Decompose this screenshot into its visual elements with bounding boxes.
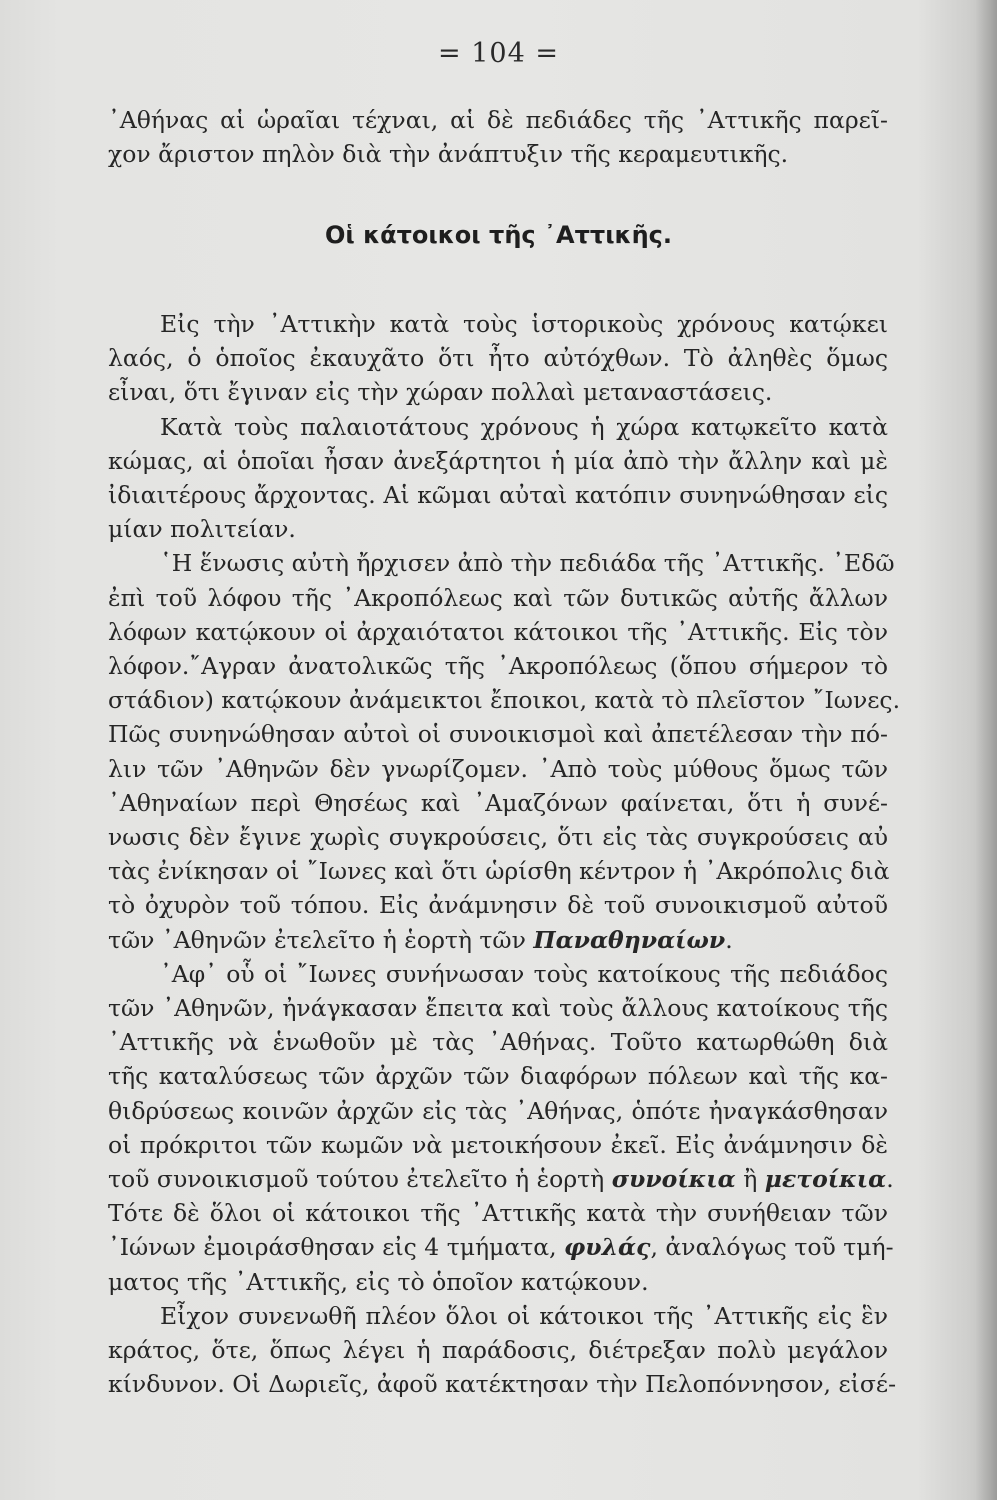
text-line: Εἶχον συνενωθῆ πλέον ὅλοι οἱ κάτοικοι τῆς ᾿Αττικῆς εἰς ἓν bbox=[160, 1301, 888, 1330]
text-line: στάδιον) κατῴκουν ἀνάμεικτοι ἔποικοι, κατὰ τὸ πλεῖστον ῎Ιωνες. bbox=[108, 686, 901, 715]
line-segment: . bbox=[886, 1165, 894, 1194]
emphasis-synoikia: συνοίκια bbox=[611, 1165, 736, 1194]
text-line: Εἰς τὴν ᾿Αττικὴν κατὰ τοὺς ἱστορικοὺς χρόνους κατῴκει bbox=[160, 310, 888, 338]
text-line: ᾿Αθηναίων περὶ Θησέως καὶ ᾿Αμαζόνων φαίνεται, ὅτι ἡ συνέ- bbox=[108, 788, 888, 817]
line-segment: τῶν ᾿Αθηνῶν ἐτελεῖτο ἡ ἑορτὴ τῶν bbox=[108, 925, 534, 954]
text-line: τὰς ἐνίκησαν οἱ ῎Ιωνες καὶ ὅτι ὡρίσθη κέντρον ἡ ᾿Ακρόπολις διὰ bbox=[108, 857, 890, 886]
text-line: τῶν ᾿Αθηνῶν, ἠνάγκασαν ἔπειτα καὶ τοὺς ἄλλους κατοίκους τῆς bbox=[108, 994, 888, 1023]
text-line: Κατὰ τοὺς παλαιοτάτους χρόνους ἡ χώρα κατῳκεῖτο κατὰ bbox=[160, 412, 888, 441]
emphasis-metoikia: μετοίκια bbox=[764, 1165, 887, 1194]
text-line: ῾Η ἕνωσις αὐτὴ ἤρχισεν ἀπὸ τὴν πεδιάδα τῆς ᾿Αττικῆς. ᾿Εδῶ bbox=[160, 549, 895, 578]
text-line: ἰδιαιτέρους ἄρχοντας. Αἱ κῶμαι αὐταὶ κατόπιν συνηνώθησαν εἰς bbox=[108, 481, 888, 510]
emphasis-panathenaia: Παναθηναίων bbox=[533, 925, 726, 954]
text-line: χον ἄριστον πηλὸν διὰ τὴν ἀνάπτυξιν τῆς κεραμευτικῆς. bbox=[108, 140, 789, 169]
text-line: μίαν πολιτείαν. bbox=[108, 515, 296, 544]
text-line: κώμας, αἱ ὁποῖαι ἦσαν ἀνεξάρτητοι ἡ μία ἀπὸ τὴν ἄλλην καὶ μὲ bbox=[108, 446, 888, 475]
line-segment: . bbox=[725, 925, 733, 954]
text-line: τὸ ὀχυρὸν τοῦ τόπου. Εἰς ἀνάμνησιν δὲ τοῦ συνοικισμοῦ αὐτοῦ bbox=[108, 891, 888, 920]
line-segment: ἢ bbox=[735, 1165, 765, 1194]
text-line: λόφων κατῴκουν οἱ ἀρχαιότατοι κάτοικοι τῆς ᾿Αττικῆς. Εἰς τὸν bbox=[108, 617, 888, 646]
text-line: ἐπὶ τοῦ λόφου τῆς ᾿Ακροπόλεως καὶ τῶν δυτικῶς αὐτῆς ἄλλων bbox=[108, 583, 888, 612]
text-line: τῆς καταλύσεως τῶν ἀρχῶν τῶν διαφόρων πόλεων καὶ τῆς κα- bbox=[108, 1062, 888, 1091]
text-line: οἱ πρόκριτοι τῶν κωμῶν νὰ μετοικήσουν ἐκεῖ. Εἰς ἀνάμνησιν δὲ bbox=[108, 1130, 888, 1159]
emphasis-phylas: φυλάς bbox=[564, 1233, 651, 1262]
text-line: λόφον.῎Αγραν ἀνατολικῶς τῆς ᾿Ακροπόλεως (ὅπου σήμερον τὸ bbox=[108, 652, 888, 681]
text-line bbox=[108, 1162, 894, 1196]
top-paragraph bbox=[108, 103, 888, 171]
page-number: = 104 = bbox=[438, 38, 559, 69]
section-heading: Οἱ κάτοικοι τῆς ᾿Αττικῆς. bbox=[324, 221, 673, 249]
text-line: Τότε δὲ ὅλοι οἱ κάτοικοι τῆς ᾿Αττικῆς κατὰ τὴν συνήθειαν τῶν bbox=[108, 1199, 888, 1228]
text-line: κίνδυνον. Οἱ Δωριεῖς, ἀφοῦ κατέκτησαν τὴν Πελοπόννησον, εἰσέ- bbox=[108, 1370, 897, 1399]
line-segment: ᾿Ιώνων ἐμοιράσθησαν εἰς 4 τμήματα, bbox=[108, 1233, 565, 1262]
line-segment: τοῦ συνοικισμοῦ τούτου ἐτελεῖτο ἡ ἑορτὴ bbox=[108, 1165, 612, 1194]
text-line: νωσις δὲν ἔγινε χωρὶς συγκρούσεις, ὅτι εἰς τὰς συγκρούσεις αὐ bbox=[108, 823, 888, 852]
line-segment: , ἀναλόγως τοῦ τμή- bbox=[650, 1233, 894, 1262]
text-line bbox=[108, 1230, 894, 1264]
text-line: λιν τῶν ᾿Αθηνῶν δὲν γνωρίζομεν. ᾿Απὸ τοὺς μύθους ὅμως τῶν bbox=[108, 754, 888, 783]
text-line: εἶναι, ὅτι ἔγιναν εἰς τὴν χώραν πολλαὶ μεταναστάσεις. bbox=[108, 378, 773, 407]
text-line: ᾿Αφ᾿ οὗ οἱ ῎Ιωνες συνήνωσαν τοὺς κατοίκους τῆς πεδιάδος bbox=[160, 959, 888, 988]
text-line: Πῶς συνηνώθησαν αὐτοὶ οἱ συνοικισμοὶ καὶ ἀπετέλεσαν τὴν πό- bbox=[108, 720, 888, 749]
text-line: ᾿Αθήνας αἱ ὡραῖαι τέχναι, αἱ δὲ πεδιάδες τῆς ᾿Αττικῆς παρεῖ- bbox=[108, 106, 888, 134]
text-line: λαός, ὁ ὁποῖος ἐκαυχᾶτο ὅτι ἦτο αὐτόχθων. Τὸ ἀληθὲς ὅμως bbox=[108, 344, 888, 373]
text-line: ματος τῆς ᾿Αττικῆς, εἰς τὸ ὁποῖον κατῴκουν. bbox=[108, 1267, 649, 1296]
text-line bbox=[108, 923, 888, 957]
text-line: κράτος, ὅτε, ὅπως λέγει ἡ παράδοσις, διέτρεξαν πολὺ μεγάλον bbox=[108, 1336, 888, 1365]
body-text bbox=[108, 307, 901, 1402]
text-line: ᾿Αττικῆς νὰ ἑνωθοῦν μὲ τὰς ᾿Αθήνας. Τοῦτο κατωρθώθη διὰ bbox=[108, 1028, 888, 1057]
text-line: θιδρύσεως κοινῶν ἀρχῶν εἰς τὰς ᾿Αθήνας, ὁπότε ἠναγκάσθησαν bbox=[108, 1096, 888, 1125]
